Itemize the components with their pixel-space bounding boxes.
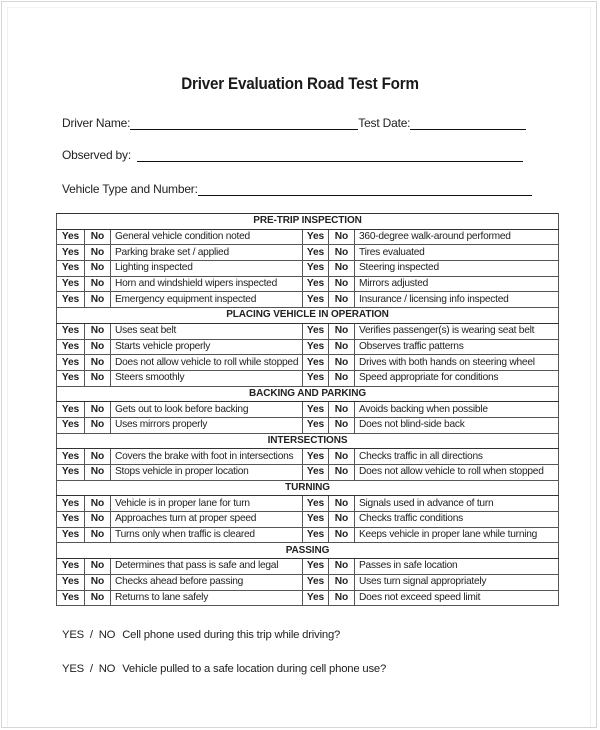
table-row (57, 590, 559, 606)
criterion-text: Emergency equipment inspected (111, 292, 303, 308)
no-option[interactable]: No (85, 590, 111, 606)
criterion-text: Checks traffic in all directions (355, 449, 559, 465)
no-option[interactable]: No (329, 245, 355, 261)
section-header-row (57, 214, 559, 230)
no-option[interactable]: No (85, 323, 111, 339)
criterion-text: Does not blind-side back (355, 417, 559, 433)
vehicle-row (62, 182, 532, 196)
criterion-text: Vehicle is in proper lane for turn (111, 496, 303, 512)
yes-option[interactable]: Yes (57, 370, 85, 386)
section-title: PLACING VEHICLE IN OPERATION (57, 308, 559, 324)
yes-option[interactable]: Yes (57, 496, 85, 512)
yes-option[interactable]: Yes (303, 292, 329, 308)
criterion-text: Keeps vehicle in proper lane while turning (355, 527, 559, 543)
yes-no-choice[interactable]: YES / NO (62, 629, 116, 641)
criterion-text: Mirrors adjusted (355, 276, 559, 292)
table-row (57, 292, 559, 308)
table-row (57, 402, 559, 418)
yes-option[interactable]: Yes (57, 339, 85, 355)
driver-name-label: Driver Name: (62, 116, 131, 130)
yes-option[interactable]: Yes (57, 355, 85, 371)
yes-option[interactable]: Yes (57, 323, 85, 339)
no-option[interactable]: No (85, 261, 111, 277)
yes-option[interactable]: Yes (303, 402, 329, 418)
no-option[interactable]: No (329, 402, 355, 418)
criterion-text: Observes traffic patterns (355, 339, 559, 355)
criterion-text: Uses turn signal appropriately (355, 574, 559, 590)
yes-option[interactable]: Yes (57, 417, 85, 433)
yes-option[interactable]: Yes (303, 229, 329, 245)
form-title: Driver Evaluation Road Test Form (181, 75, 419, 93)
table-row (57, 527, 559, 543)
criterion-text: Drives with both hands on steering wheel (355, 355, 559, 371)
criterion-text: Lighting inspected (111, 261, 303, 277)
criterion-text: Approaches turn at proper speed (111, 512, 303, 528)
table-row (57, 496, 559, 512)
no-option[interactable]: No (85, 292, 111, 308)
observed-by-row (62, 148, 523, 162)
no-option[interactable]: No (329, 574, 355, 590)
yes-option[interactable]: Yes (303, 527, 329, 543)
table-row (57, 229, 559, 245)
section-header-row (57, 433, 559, 449)
no-option[interactable]: No (329, 465, 355, 481)
observed-by-label: Observed by: (62, 148, 131, 162)
criterion-text: Horn and windshield wipers inspected (111, 276, 303, 292)
criterion-text: Turns only when traffic is cleared (111, 527, 303, 543)
criterion-text: Tires evaluated (355, 245, 559, 261)
question-text: Cell phone used during this trip while driving? (122, 629, 341, 641)
table-row (57, 512, 559, 528)
no-option[interactable]: No (329, 229, 355, 245)
yes-option[interactable]: Yes (57, 449, 85, 465)
no-option[interactable]: No (85, 496, 111, 512)
no-option[interactable]: No (85, 245, 111, 261)
criterion-text: Parking brake set / applied (111, 245, 303, 261)
section-title: PRE-TRIP INSPECTION (57, 214, 559, 230)
yes-option[interactable]: Yes (303, 559, 329, 575)
criterion-text: Steers smoothly (111, 370, 303, 386)
section-header-row (57, 480, 559, 496)
section-title: BACKING AND PARKING (57, 386, 559, 402)
table-row (57, 323, 559, 339)
test-date-field[interactable] (410, 117, 526, 130)
yes-option[interactable]: Yes (303, 465, 329, 481)
yes-option[interactable]: Yes (303, 276, 329, 292)
no-option[interactable]: No (329, 370, 355, 386)
question-text: Vehicle pulled to a safe location during cell phone use? (122, 663, 387, 675)
criterion-text: Does not allow vehicle to roll when stopped (355, 465, 559, 481)
no-option[interactable]: No (85, 417, 111, 433)
yes-option[interactable]: Yes (303, 355, 329, 371)
table-row (57, 465, 559, 481)
yes-option[interactable]: Yes (57, 574, 85, 590)
yes-option[interactable]: Yes (303, 496, 329, 512)
no-option[interactable]: No (329, 559, 355, 575)
no-option[interactable]: No (329, 496, 355, 512)
yes-option[interactable]: Yes (303, 370, 329, 386)
table-row (57, 339, 559, 355)
yes-option[interactable]: Yes (57, 559, 85, 575)
yes-option[interactable]: Yes (57, 229, 85, 245)
criterion-text: 360-degree walk-around performed (355, 229, 559, 245)
table-row (57, 245, 559, 261)
criterion-text: Insurance / licensing info inspected (355, 292, 559, 308)
yes-option[interactable]: Yes (303, 449, 329, 465)
criterion-text: Does not allow vehicle to roll while stopped (111, 355, 303, 371)
yes-option[interactable]: Yes (57, 261, 85, 277)
table-row (57, 559, 559, 575)
driver-name-row (62, 116, 526, 130)
criterion-text: Checks ahead before passing (111, 574, 303, 590)
criterion-text: Determines that pass is safe and legal (111, 559, 303, 575)
section-header-row (57, 308, 559, 324)
yes-option[interactable]: Yes (303, 339, 329, 355)
no-option[interactable]: No (85, 402, 111, 418)
criterion-text: Uses mirrors properly (111, 417, 303, 433)
criterion-text: Does not exceed speed limit (355, 590, 559, 606)
criterion-text: Starts vehicle properly (111, 339, 303, 355)
criterion-text: Signals used in advance of turn (355, 496, 559, 512)
criterion-text: Covers the brake with foot in intersections (111, 449, 303, 465)
no-option[interactable]: No (85, 465, 111, 481)
table-row (57, 370, 559, 386)
no-option[interactable]: No (85, 527, 111, 543)
evaluation-table (56, 213, 559, 606)
yes-option[interactable]: Yes (57, 527, 85, 543)
no-option[interactable]: No (329, 417, 355, 433)
no-option[interactable]: No (85, 449, 111, 465)
criterion-text: Passes in safe location (355, 559, 559, 575)
yes-option[interactable]: Yes (57, 402, 85, 418)
yes-option[interactable]: Yes (303, 590, 329, 606)
yes-option[interactable]: Yes (303, 323, 329, 339)
yes-option[interactable]: Yes (57, 245, 85, 261)
criterion-text: Steering inspected (355, 261, 559, 277)
yes-option[interactable]: Yes (57, 292, 85, 308)
yes-no-choice[interactable]: YES / NO (62, 663, 116, 675)
section-title: TURNING (57, 480, 559, 496)
no-option[interactable]: No (329, 261, 355, 277)
test-date-label: Test Date: (358, 116, 411, 130)
no-option[interactable]: No (329, 512, 355, 528)
question-cell-phone-used (62, 629, 340, 641)
table-row (57, 449, 559, 465)
section-title: INTERSECTIONS (57, 433, 559, 449)
criterion-text: Checks traffic conditions (355, 512, 559, 528)
no-option[interactable]: No (329, 292, 355, 308)
yes-option[interactable]: Yes (303, 512, 329, 528)
driver-name-field[interactable] (130, 117, 358, 130)
no-option[interactable]: No (329, 355, 355, 371)
no-option[interactable]: No (329, 527, 355, 543)
table-row (57, 417, 559, 433)
section-header-row (57, 543, 559, 559)
table-row (57, 574, 559, 590)
no-option[interactable]: No (329, 276, 355, 292)
no-option[interactable]: No (85, 276, 111, 292)
yes-option[interactable]: Yes (57, 276, 85, 292)
no-option[interactable]: No (85, 370, 111, 386)
vehicle-type-field[interactable] (198, 183, 532, 196)
question-pulled-over (62, 663, 386, 675)
section-header-row (57, 386, 559, 402)
yes-option[interactable]: Yes (303, 261, 329, 277)
no-option[interactable]: No (85, 229, 111, 245)
criterion-text: Avoids backing when possible (355, 402, 559, 418)
criterion-text: General vehicle condition noted (111, 229, 303, 245)
criterion-text: Verifies passenger(s) is wearing seat belt (355, 323, 559, 339)
criterion-text: Returns to lane safely (111, 590, 303, 606)
no-option[interactable]: No (85, 512, 111, 528)
vehicle-type-label: Vehicle Type and Number: (62, 182, 198, 196)
no-option[interactable]: No (329, 449, 355, 465)
observed-by-field[interactable] (137, 149, 523, 162)
yes-option[interactable]: Yes (303, 574, 329, 590)
yes-option[interactable]: Yes (57, 512, 85, 528)
yes-option[interactable]: Yes (303, 417, 329, 433)
no-option[interactable]: No (329, 339, 355, 355)
no-option[interactable]: No (85, 574, 111, 590)
no-option[interactable]: No (85, 355, 111, 371)
no-option[interactable]: No (85, 559, 111, 575)
criterion-text: Stops vehicle in proper location (111, 465, 303, 481)
yes-option[interactable]: Yes (57, 465, 85, 481)
evaluation-table-body (57, 214, 559, 606)
yes-option[interactable]: Yes (57, 590, 85, 606)
no-option[interactable]: No (85, 339, 111, 355)
criterion-text: Uses seat belt (111, 323, 303, 339)
criterion-text: Gets out to look before backing (111, 402, 303, 418)
table-row (57, 276, 559, 292)
criterion-text: Speed appropriate for conditions (355, 370, 559, 386)
table-row (57, 355, 559, 371)
yes-option[interactable]: Yes (303, 245, 329, 261)
table-row (57, 261, 559, 277)
no-option[interactable]: No (329, 590, 355, 606)
section-title: PASSING (57, 543, 559, 559)
no-option[interactable]: No (329, 323, 355, 339)
